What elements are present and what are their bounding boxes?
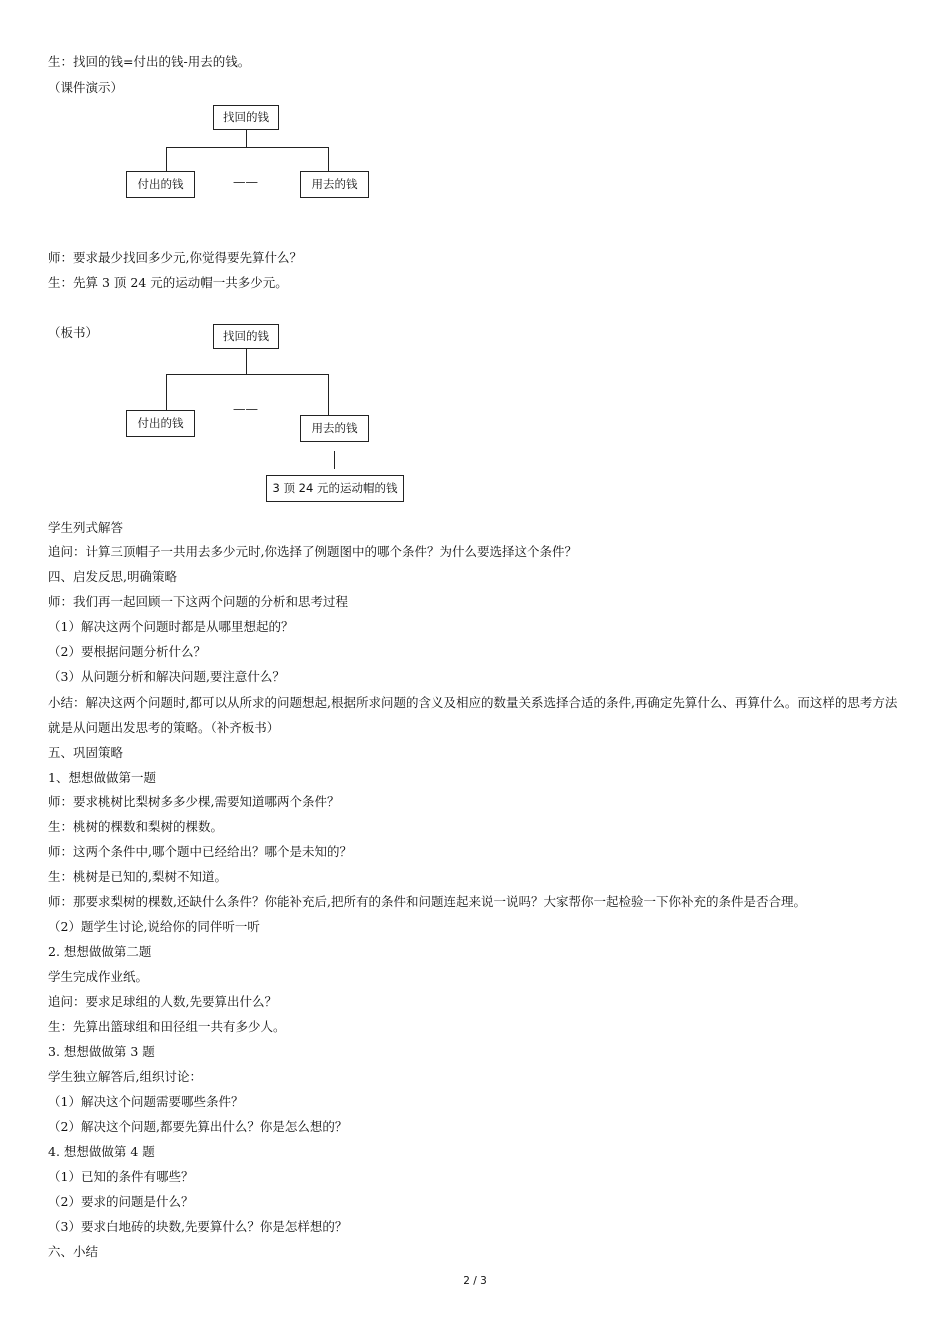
list-item: （1）解决这个问题需要哪些条件？ (48, 1094, 244, 1109)
minus-sign: —— (233, 401, 258, 416)
diagram-2-sub-box: 3 顶 24 元的运动帽的钱 (266, 475, 404, 502)
text-line: （板书） (48, 325, 99, 340)
list-item: （3）从问题分析和解决问题,要注意什么？ (48, 669, 285, 684)
list-item: （2）解决这个问题,都要先算出什么？你是怎么想的？ (48, 1119, 348, 1134)
list-item: （2）要根据问题分析什么？ (48, 644, 206, 659)
text-line: 生：先算出篮球组和田径组一共有多少人。 (48, 1019, 286, 1034)
text-line: （课件演示） (48, 80, 124, 95)
connector-line (166, 147, 328, 148)
text-line: 师：这两个条件中,哪个题中已经给出？哪个是未知的？ (48, 844, 352, 859)
connector-line (166, 374, 328, 375)
list-item: （1）解决这两个问题时都是从哪里想起的？ (48, 619, 294, 634)
diagram-2-left-box: 付出的钱 (126, 410, 195, 437)
diagram-2-top-box: 找回的钱 (213, 324, 279, 349)
connector-line (246, 130, 247, 147)
text-line: 学生独立解答后,组织讨论： (48, 1069, 202, 1084)
list-item: （1）已知的条件有哪些？ (48, 1169, 194, 1184)
text-line: 师：那要求梨树的棵数,还缺什么条件？你能补充后,把所有的条件和问题连起来说一说吗？大家帮你一起检验一下你补充的条件是否合理。 (48, 894, 806, 909)
diagram-1-top-box: 找回的钱 (213, 105, 279, 130)
text-line: 3. 想想做做第 3 题 (48, 1044, 155, 1059)
connector-line (166, 374, 167, 410)
text-line: 学生完成作业纸。 (48, 969, 149, 984)
summary-paragraph: 小结：解决这两个问题时,都可以从所求的问题想起,根据所求问题的含义及相应的数量关系选择合适的条件,再确定先算什么、再算什么。而这样的思考方法就是从问题出发思考的策略。（补齐板书） (48, 695, 898, 735)
text-line: 学生列式解答 (48, 520, 124, 535)
connector-line (334, 451, 335, 469)
section-heading: 四、启发反思,明确策略 (48, 569, 177, 584)
page-number: 2 / 3 (463, 1275, 487, 1287)
text-line: 追问：要求足球组的人数,先要算出什么？ (48, 994, 277, 1009)
text-line: 生：先算 3 顶 24 元的运动帽一共多少元。 (48, 275, 288, 290)
list-item: （3）要求白地砖的块数,先要算什么？你是怎样想的？ (48, 1219, 348, 1234)
diagram-1-left-box: 付出的钱 (126, 171, 195, 198)
text-line: 师：要求最少找回多少元,你觉得要先算什么？ (48, 250, 302, 265)
section-heading: 六、小结 (48, 1244, 99, 1259)
text-line: 追问：计算三顶帽子一共用去多少元时,你选择了例题图中的哪个条件？为什么要选择这个条件？ (48, 544, 577, 559)
connector-line (328, 374, 329, 415)
text-line: 师：要求桃树比梨树多多少棵,需要知道哪两个条件？ (48, 794, 340, 809)
connector-line (246, 349, 247, 374)
diagram-1-right-box: 用去的钱 (300, 171, 369, 198)
section-heading: 五、巩固策略 (48, 745, 124, 760)
minus-sign: —— (233, 174, 258, 189)
text-line: 生：找回的钱=付出的钱-用去的钱。 (48, 54, 251, 69)
text-line: 生：桃树的棵数和梨树的棵数。 (48, 819, 224, 834)
text-line: 4. 想想做做第 4 题 (48, 1144, 155, 1159)
text-line: 生：桃树是已知的,梨树不知道。 (48, 869, 227, 884)
text-line: 1、想想做做第一题 (48, 770, 156, 785)
text-line: （2）题学生讨论,说给你的同伴听一听 (48, 919, 260, 934)
list-item: （2）要求的问题是什么？ (48, 1194, 194, 1209)
text-line: 2. 想想做做第二题 (48, 944, 152, 959)
diagram-2-right-box: 用去的钱 (300, 415, 369, 442)
connector-line (166, 147, 167, 171)
connector-line (328, 147, 329, 171)
text-line: 师：我们再一起回顾一下这两个问题的分析和思考过程 (48, 594, 349, 609)
